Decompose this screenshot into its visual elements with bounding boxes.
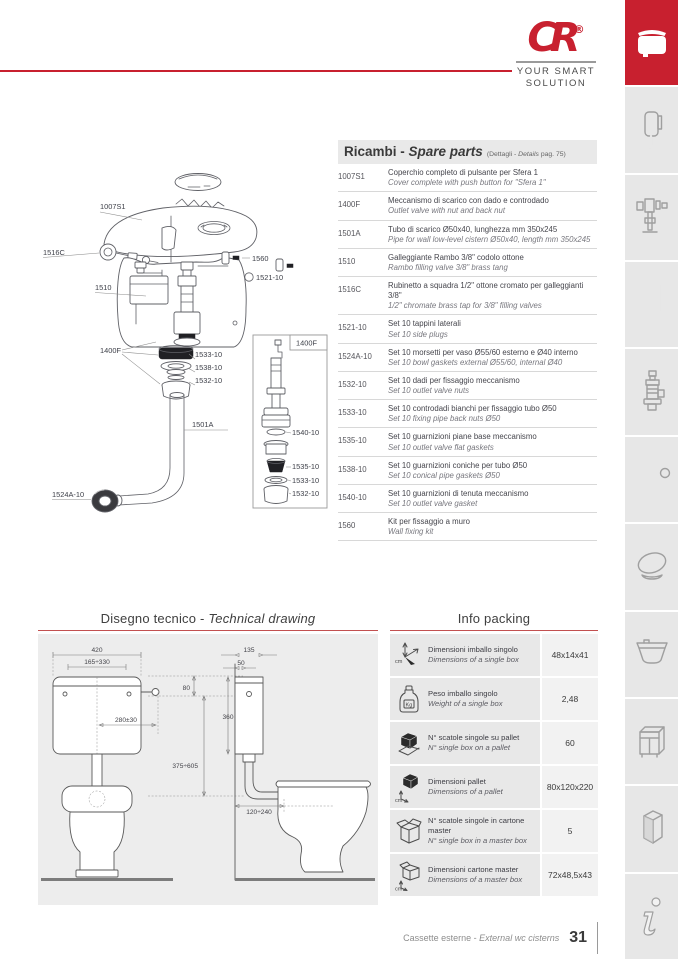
packing-label-en: Dimensions of a single box bbox=[428, 655, 519, 664]
push-button-drawing bbox=[175, 174, 224, 209]
table-row bbox=[390, 722, 598, 764]
pallet-dimensions-icon bbox=[393, 771, 425, 803]
exploded-parts-diagram bbox=[38, 158, 333, 548]
sidebar-item-bathroom-cabinet bbox=[625, 699, 678, 784]
table-row bbox=[338, 344, 597, 372]
outlet-valve-icon bbox=[632, 366, 672, 418]
part-desc-it: Set 10 dadi per fissaggio meccanismo bbox=[388, 375, 520, 385]
part-desc-en: Set 10 fixing pipe back nuts Ø50 bbox=[388, 414, 501, 424]
footer-divider bbox=[597, 922, 598, 954]
part-desc-it: Meccanismo di scarico con dado e controdado bbox=[388, 196, 549, 206]
part-desc-en: Cover complete with push button for "Sfera 1" bbox=[388, 178, 546, 188]
sidebar-item-info bbox=[625, 874, 678, 959]
registered-mark: ® bbox=[573, 23, 585, 36]
table-row bbox=[390, 766, 598, 808]
part-code: 1540-10 bbox=[338, 492, 367, 502]
weight-icon bbox=[393, 683, 425, 715]
svg-text:cm: cm bbox=[395, 798, 403, 803]
inset-back-nut-label: 1533-10 bbox=[292, 476, 320, 485]
dim-install-height: 375÷605 bbox=[172, 763, 198, 770]
svg-text:cm: cm bbox=[395, 659, 403, 665]
svg-text:cm: cm bbox=[395, 886, 403, 891]
part-code: 1533-10 bbox=[338, 408, 367, 418]
sidebar-item-siphon-trap bbox=[625, 437, 678, 522]
part-desc-en: Set 10 bowl gaskets external Ø55/60, internal Ø40 bbox=[388, 357, 563, 367]
table-row bbox=[338, 192, 597, 220]
technical-drawing-underline bbox=[38, 630, 378, 631]
part-desc-it: Set 10 tappini laterali bbox=[388, 319, 461, 329]
filling-valve-icon bbox=[632, 191, 672, 243]
part-desc-it: Set 10 controdadi bianchi per fissaggio tubo Ø50 bbox=[388, 404, 557, 414]
brand-divider bbox=[516, 61, 596, 63]
table-row bbox=[338, 400, 597, 428]
part-desc-it: Set 10 guarnizioni piane base meccanismo bbox=[388, 432, 537, 442]
tap-label: 1516C bbox=[43, 248, 65, 257]
sidebar-item-washbasin bbox=[625, 612, 678, 697]
part-code: 1400F bbox=[338, 200, 361, 210]
technical-drawing-title: Disegno tecnico - Technical drawing bbox=[100, 611, 316, 626]
tagline-line1: YOUR SMART bbox=[516, 66, 596, 77]
sidebar-item-shower-enclosure bbox=[625, 786, 678, 871]
dim-depth: 135 bbox=[243, 647, 255, 654]
table-row bbox=[338, 315, 597, 343]
sidebar-item-toilet-seat bbox=[625, 524, 678, 609]
table-row bbox=[338, 513, 597, 541]
part-desc-en: Set 10 outlet valve nuts bbox=[388, 386, 470, 395]
table-row bbox=[390, 678, 598, 720]
front-view-drawing bbox=[41, 647, 173, 881]
info-packing-underline bbox=[390, 630, 598, 631]
shower-enclosure-icon bbox=[632, 803, 672, 855]
master-box-dimensions-icon bbox=[393, 859, 425, 891]
packing-value: 48x14x41 bbox=[542, 634, 598, 676]
part-code: 1538-10 bbox=[338, 464, 367, 474]
cover-drawing bbox=[104, 206, 257, 256]
sidebar-item-concealed-cistern bbox=[625, 87, 678, 172]
pipe-label: 1501A bbox=[192, 420, 214, 429]
inset-valve-nut-label: 1532-10 bbox=[292, 489, 320, 498]
packing-value: 2,48 bbox=[542, 678, 598, 720]
part-code: 1535-10 bbox=[338, 436, 367, 446]
inset-title-label: 1400F bbox=[296, 338, 317, 348]
dim-lever-offset: 280±30 bbox=[115, 717, 137, 724]
external-cistern-icon bbox=[632, 17, 672, 69]
header-red-rule bbox=[0, 70, 512, 72]
part-code: 1532-10 bbox=[338, 379, 367, 389]
flush-pipe-icon bbox=[632, 279, 672, 331]
part-code: 1501A bbox=[338, 228, 361, 238]
spare-parts-title-it: Ricambi - bbox=[344, 144, 409, 159]
part-desc-en: Outlet valve with nut and back nut bbox=[388, 206, 506, 216]
inset-flat-gasket-label: 1535-10 bbox=[292, 462, 320, 471]
table-row bbox=[390, 810, 598, 852]
concealed-cistern-icon bbox=[632, 104, 672, 156]
part-code: 1560 bbox=[338, 521, 356, 531]
packing-label-it: N° scatole singole su pallet bbox=[428, 732, 520, 742]
packing-label-en: Dimensions of a pallet bbox=[428, 787, 503, 796]
outlet-valve-label: 1400F bbox=[100, 346, 121, 355]
cover-label: 1007S1 bbox=[100, 202, 126, 211]
siphon-trap-icon bbox=[632, 453, 672, 505]
brand-tagline bbox=[514, 66, 598, 91]
packing-label-it: Dimensioni pallet bbox=[428, 776, 486, 786]
bowl-gasket-drawing bbox=[92, 490, 118, 512]
washbasin-icon bbox=[632, 628, 672, 680]
packing-label-it: N° scatole singole in cartone master bbox=[428, 815, 525, 835]
part-code: 1007S1 bbox=[338, 172, 365, 181]
part-desc-en: Set 10 outlet valve gasket bbox=[388, 499, 478, 508]
part-desc-en: Set 10 side plugs bbox=[388, 329, 448, 339]
part-desc-it: Galleggiante Rambo 3/8" codolo ottone bbox=[388, 252, 524, 262]
table-row bbox=[338, 277, 597, 315]
packing-label-it: Dimensioni cartone master bbox=[428, 864, 519, 874]
svg-text:Kg: Kg bbox=[405, 702, 413, 709]
table-row bbox=[338, 485, 597, 513]
table-row bbox=[338, 457, 597, 485]
side-plugs-label: 1521-10 bbox=[256, 273, 284, 282]
sidebar-item-flush-pipe bbox=[625, 262, 678, 347]
part-desc-it: Tubo di scarico Ø50x40, lunghezza mm 350x245 bbox=[388, 224, 558, 234]
packing-label-en: Weight of a single box bbox=[428, 699, 503, 708]
packing-label-it: Dimensioni imballo singolo bbox=[428, 644, 518, 654]
table-row bbox=[390, 854, 598, 896]
part-code: 1516C bbox=[338, 285, 361, 294]
conical-gasket-label: 1538-10 bbox=[195, 363, 223, 372]
part-code: 1510 bbox=[338, 256, 356, 266]
pallet-icon bbox=[393, 727, 425, 759]
part-desc-en: 1/2" chromate brass tap for 3/8" filling valves bbox=[388, 301, 542, 311]
side-view-drawing bbox=[221, 647, 375, 881]
table-row bbox=[338, 372, 597, 400]
part-desc-en: Wall fixing kit bbox=[388, 527, 434, 537]
packing-label-en: N° single box in a master box bbox=[428, 836, 527, 846]
part-desc-it: Set 10 guarnizioni coniche per tubo Ø50 bbox=[388, 460, 528, 470]
inset-seal-label: 1540-10 bbox=[292, 428, 320, 437]
wall-kit-label: 1560 bbox=[252, 254, 269, 263]
spare-parts-title-en: Spare parts bbox=[408, 144, 483, 159]
category-sidebar bbox=[625, 0, 678, 959]
tagline-line2: SOLUTION bbox=[525, 78, 587, 90]
info-icon bbox=[632, 890, 672, 942]
dim-push-range: 165÷330 bbox=[84, 659, 110, 666]
packing-value: 80x120x220 bbox=[542, 766, 598, 808]
part-desc-en: Set 10 outlet valve flat gaskets bbox=[388, 442, 494, 452]
packing-label-en: N° single box on a pallet bbox=[428, 743, 510, 752]
gasket-stack-drawing bbox=[159, 346, 193, 400]
footer bbox=[0, 922, 598, 954]
part-code: 1521-10 bbox=[338, 323, 367, 333]
sidebar-item-filling-valve bbox=[625, 175, 678, 260]
table-row bbox=[338, 164, 597, 192]
side-plug-drawing bbox=[245, 273, 253, 281]
spare-parts-subtitle: (Dettagli - Details pag. 75) bbox=[486, 151, 566, 158]
info-packing-title: Info packing bbox=[457, 611, 531, 626]
info-packing-table bbox=[390, 634, 598, 896]
outlet-valve-inset bbox=[253, 335, 327, 508]
master-box-icon bbox=[393, 815, 425, 847]
filling-valve-label: 1510 bbox=[95, 283, 112, 292]
packing-label-en: Dimensions of a master box bbox=[428, 875, 523, 884]
flush-pipe-drawing bbox=[114, 393, 184, 507]
packing-label-it: Peso imballo singolo bbox=[428, 688, 498, 698]
part-desc-it: Coperchio completo di pulsante per Sfera 1 bbox=[388, 168, 538, 177]
dim-pipe-length: 120÷240 bbox=[246, 809, 272, 816]
brand-block bbox=[514, 16, 598, 91]
packing-value: 60 bbox=[542, 722, 598, 764]
table-row bbox=[338, 428, 597, 456]
part-desc-it: Kit per fissaggio a muro bbox=[388, 517, 470, 527]
toilet-seat-icon bbox=[632, 541, 672, 593]
footer-category: Cassette esterne - External wc cisterns bbox=[403, 933, 560, 943]
sidebar-item-outlet-valve bbox=[625, 349, 678, 434]
part-desc-en: Set 10 conical pipe gaskets Ø50 bbox=[388, 470, 500, 480]
table-row bbox=[338, 221, 597, 249]
part-code: 1524A-10 bbox=[338, 351, 372, 361]
bathroom-cabinet-icon bbox=[632, 716, 672, 768]
table-row bbox=[390, 634, 598, 676]
packing-value: 72x48,5x43 bbox=[542, 854, 598, 896]
dim-width: 420 bbox=[91, 647, 103, 654]
sidebar-item-external-cistern bbox=[625, 0, 678, 85]
part-desc-it: Set 10 morsetti per vaso Ø55/60 esterno e Ø40 interno bbox=[388, 347, 578, 357]
dim-top-gap: 80 bbox=[182, 685, 190, 692]
dim-cistern-height: 360 bbox=[222, 714, 234, 721]
part-desc-it: Rubinetto a squadra 1/2" ottone cromato per galleggianti 3/8" bbox=[388, 281, 584, 301]
part-desc-it: Set 10 guarnizioni di tenuta meccanismo bbox=[388, 488, 529, 498]
page-number: 31 bbox=[569, 929, 587, 946]
part-desc-en: Pipe for wall low-level cistern Ø50x40, length mm 350x245 bbox=[388, 234, 591, 244]
spare-parts-table bbox=[338, 140, 597, 541]
technical-drawing bbox=[38, 634, 378, 905]
table-row bbox=[338, 249, 597, 277]
valve-nut-label: 1532-10 bbox=[195, 376, 223, 385]
back-nut-label: 1533-10 bbox=[195, 350, 223, 359]
cr-logo-text: CR bbox=[527, 15, 574, 61]
box-dimensions-icon bbox=[393, 639, 425, 671]
bowl-gasket-label: 1524A-10 bbox=[52, 490, 85, 499]
dim-wall-offset: 50 bbox=[237, 660, 245, 667]
part-desc-en: Rambo filling valve 3/8" brass tang bbox=[388, 262, 508, 272]
cr-logo bbox=[514, 16, 598, 60]
spare-parts-header bbox=[338, 140, 597, 164]
packing-value: 5 bbox=[542, 810, 598, 852]
